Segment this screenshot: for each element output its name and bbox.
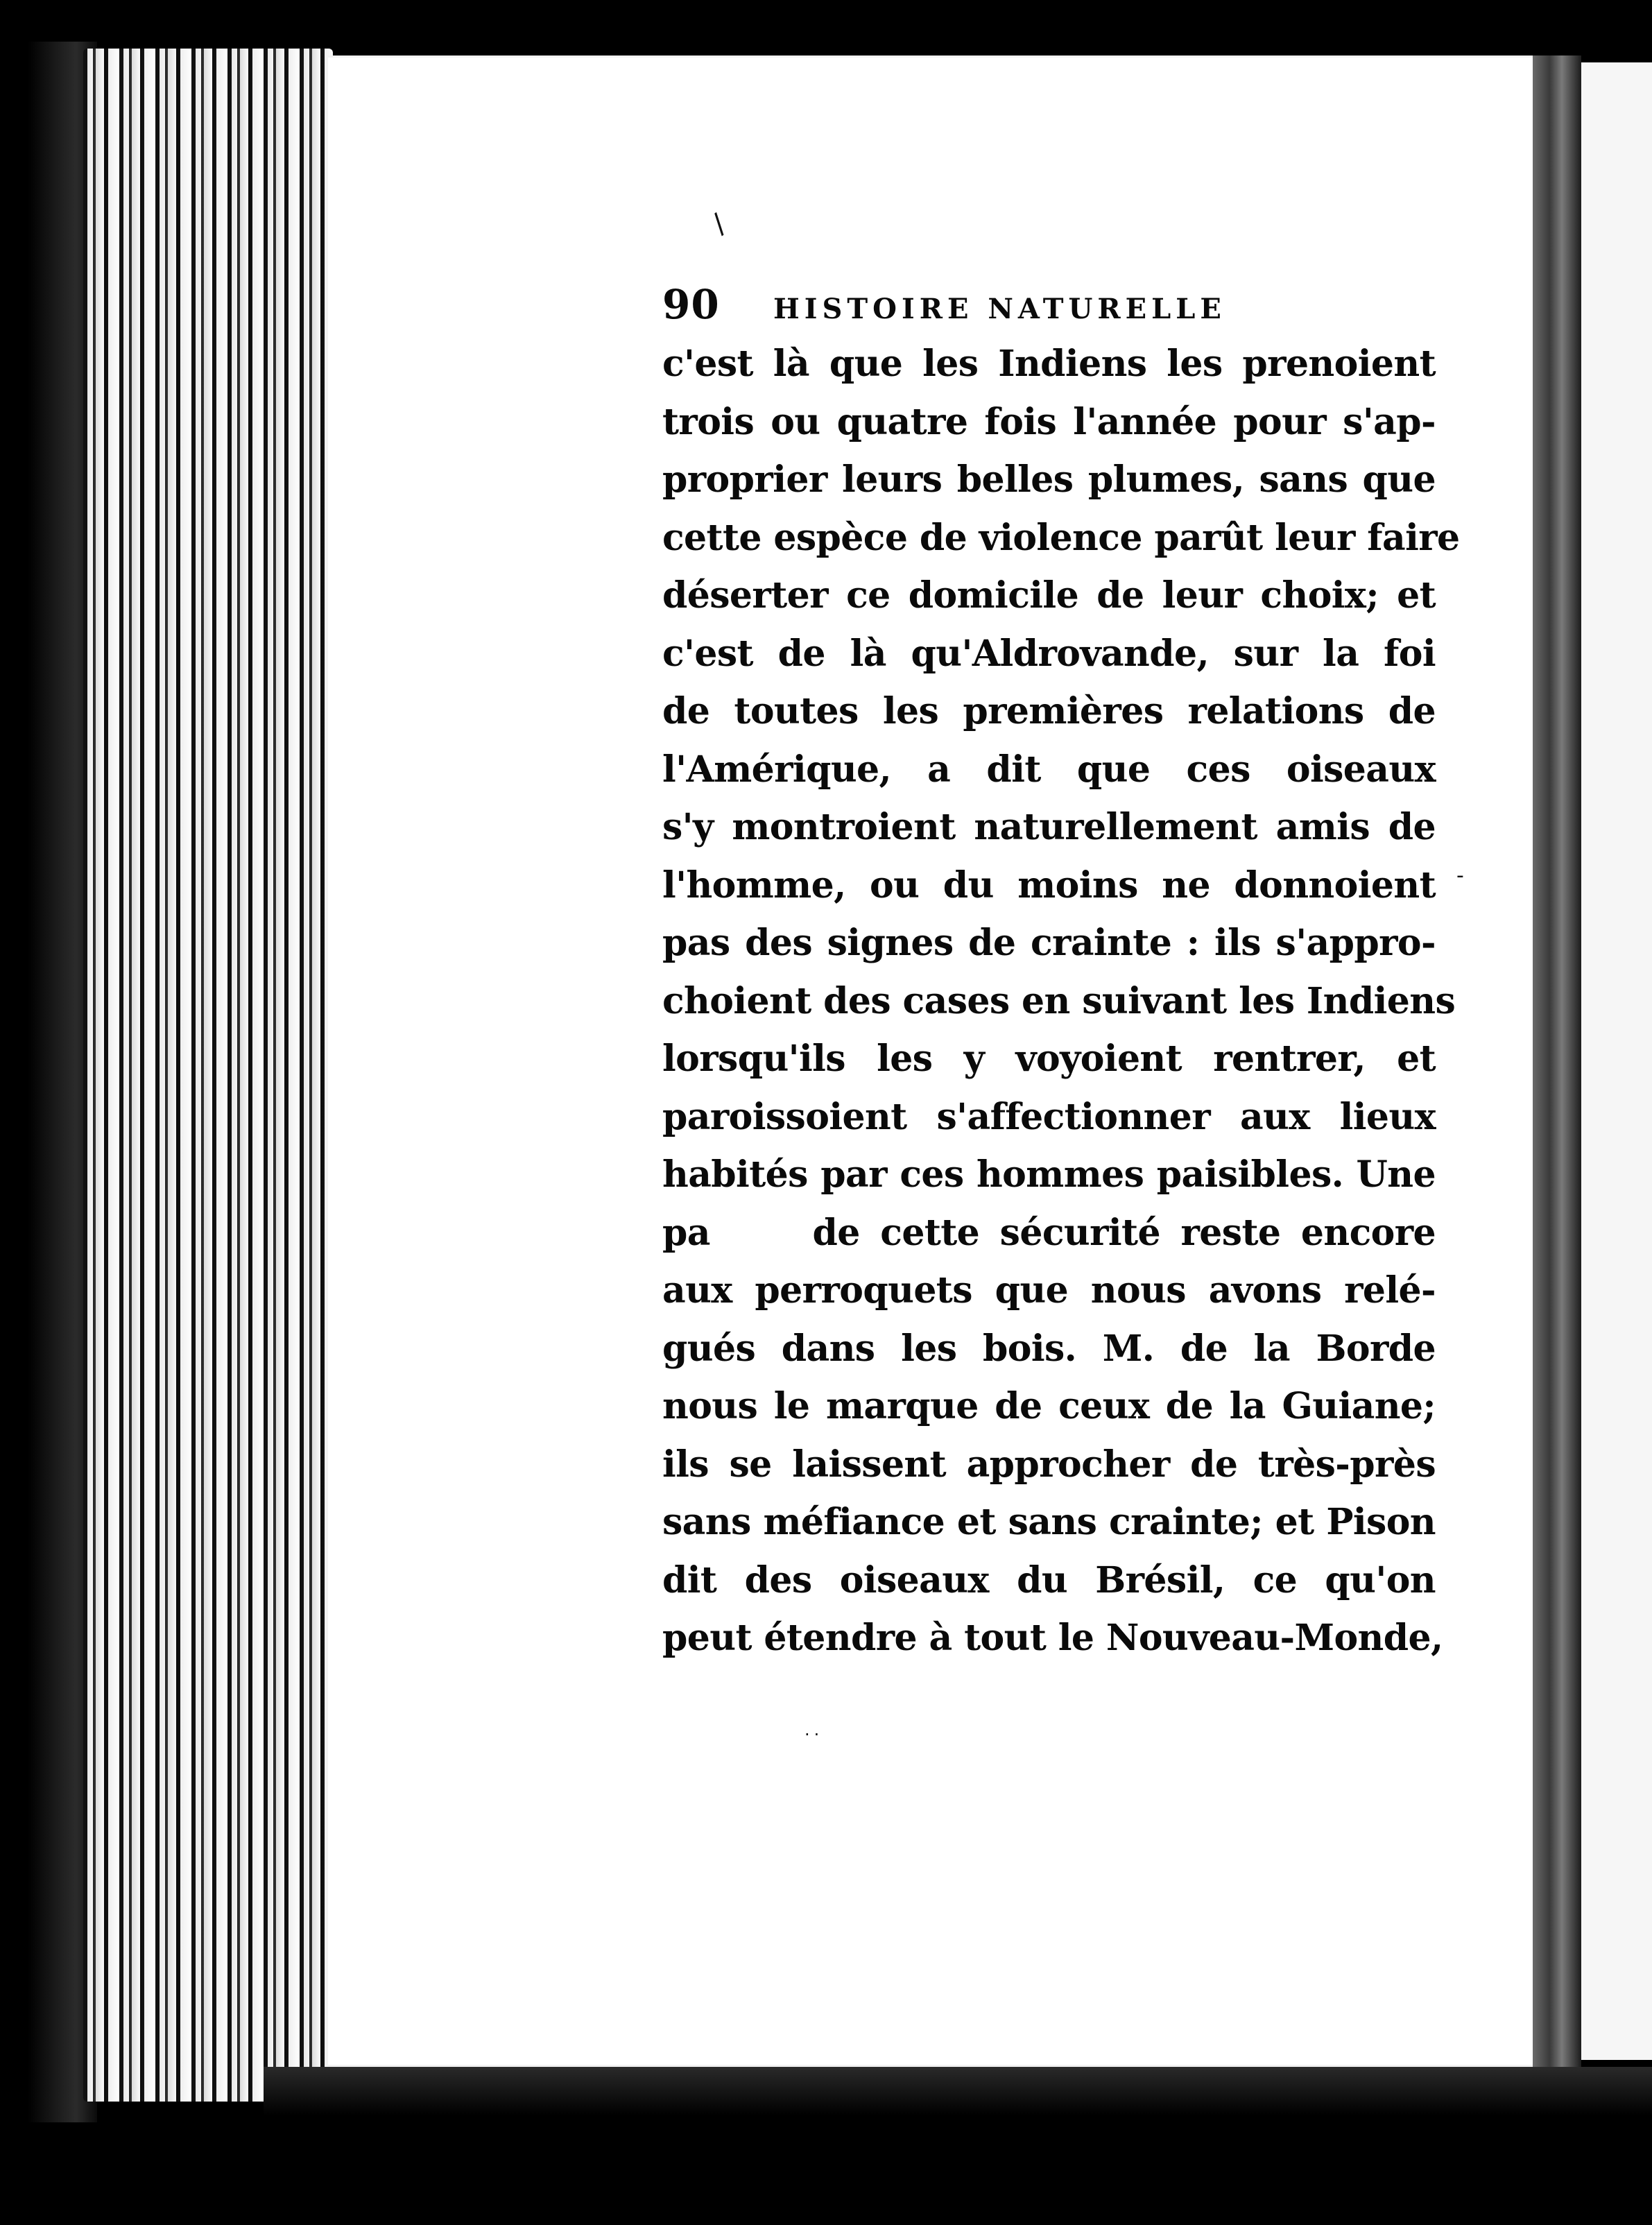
text-line: choient des cases en suivant les Indiens	[662, 979, 1456, 1022]
text-line: habités par ces hommes paisibles. Une	[662, 1153, 1436, 1196]
text-line: ils se laissent approcher de très-près	[662, 1443, 1436, 1486]
text-line: gués dans les bois. M. de la Borde	[662, 1327, 1436, 1370]
text-line: aux perroquets que nous avons relé-	[662, 1269, 1436, 1312]
text-line: cette espèce de violence parût leur faire	[662, 516, 1460, 559]
text-line: paroissoient s'affectionner aux lieux	[662, 1095, 1436, 1138]
text-line: dit des oiseaux du Brésil, ce qu'on	[662, 1558, 1436, 1601]
bottom-shadow-band	[264, 2067, 1652, 2115]
binding-gutter	[1533, 55, 1581, 2067]
text-line: nous le marque de ceux de la Guiane;	[662, 1385, 1436, 1427]
running-head-title: HISTOIRE NATURELLE	[773, 293, 1226, 325]
text-line: l'Amérique, a dit que ces oiseaux	[662, 748, 1436, 791]
facing-page-edge	[1581, 62, 1652, 2060]
text-block	[662, 281, 1460, 1667]
text-line: lorsqu'ils les y voyoient rentrer, et	[662, 1038, 1436, 1080]
text-line: pas des signes de crainte : ils s'appro-	[662, 922, 1436, 964]
text-line: s'y montroient naturellement amis de	[662, 806, 1436, 848]
stray-mark: ..	[805, 1720, 824, 1739]
text-line: sans méfiance et sans crainte; et Pison	[662, 1501, 1436, 1543]
stray-mark: -	[1456, 864, 1464, 888]
text-line: déserter ce domicile de leur choix; et	[662, 574, 1436, 617]
text-line: de toutes les premières relations de	[662, 690, 1436, 732]
text-line: trois ou quatre fois l'année pour s'ap-	[662, 400, 1436, 443]
text-line: c'est là que les Indiens les prenoient	[662, 343, 1436, 385]
stray-mark: /	[706, 208, 732, 240]
text-line: pa de cette sécurité reste encore	[662, 1211, 1436, 1254]
running-head	[662, 281, 1436, 329]
text-line: peut étendre à tout le Nouveau-Monde,	[662, 1617, 1443, 1659]
text-line: proprier leurs belles plumes, sans que	[662, 458, 1436, 501]
page-edges-stack	[83, 49, 333, 2102]
text-line: c'est de là qu'Aldrovande, sur la foi	[662, 632, 1436, 675]
page-number: 90	[662, 281, 720, 328]
text-line: l'homme, ou du moins ne donnoient	[662, 864, 1436, 907]
